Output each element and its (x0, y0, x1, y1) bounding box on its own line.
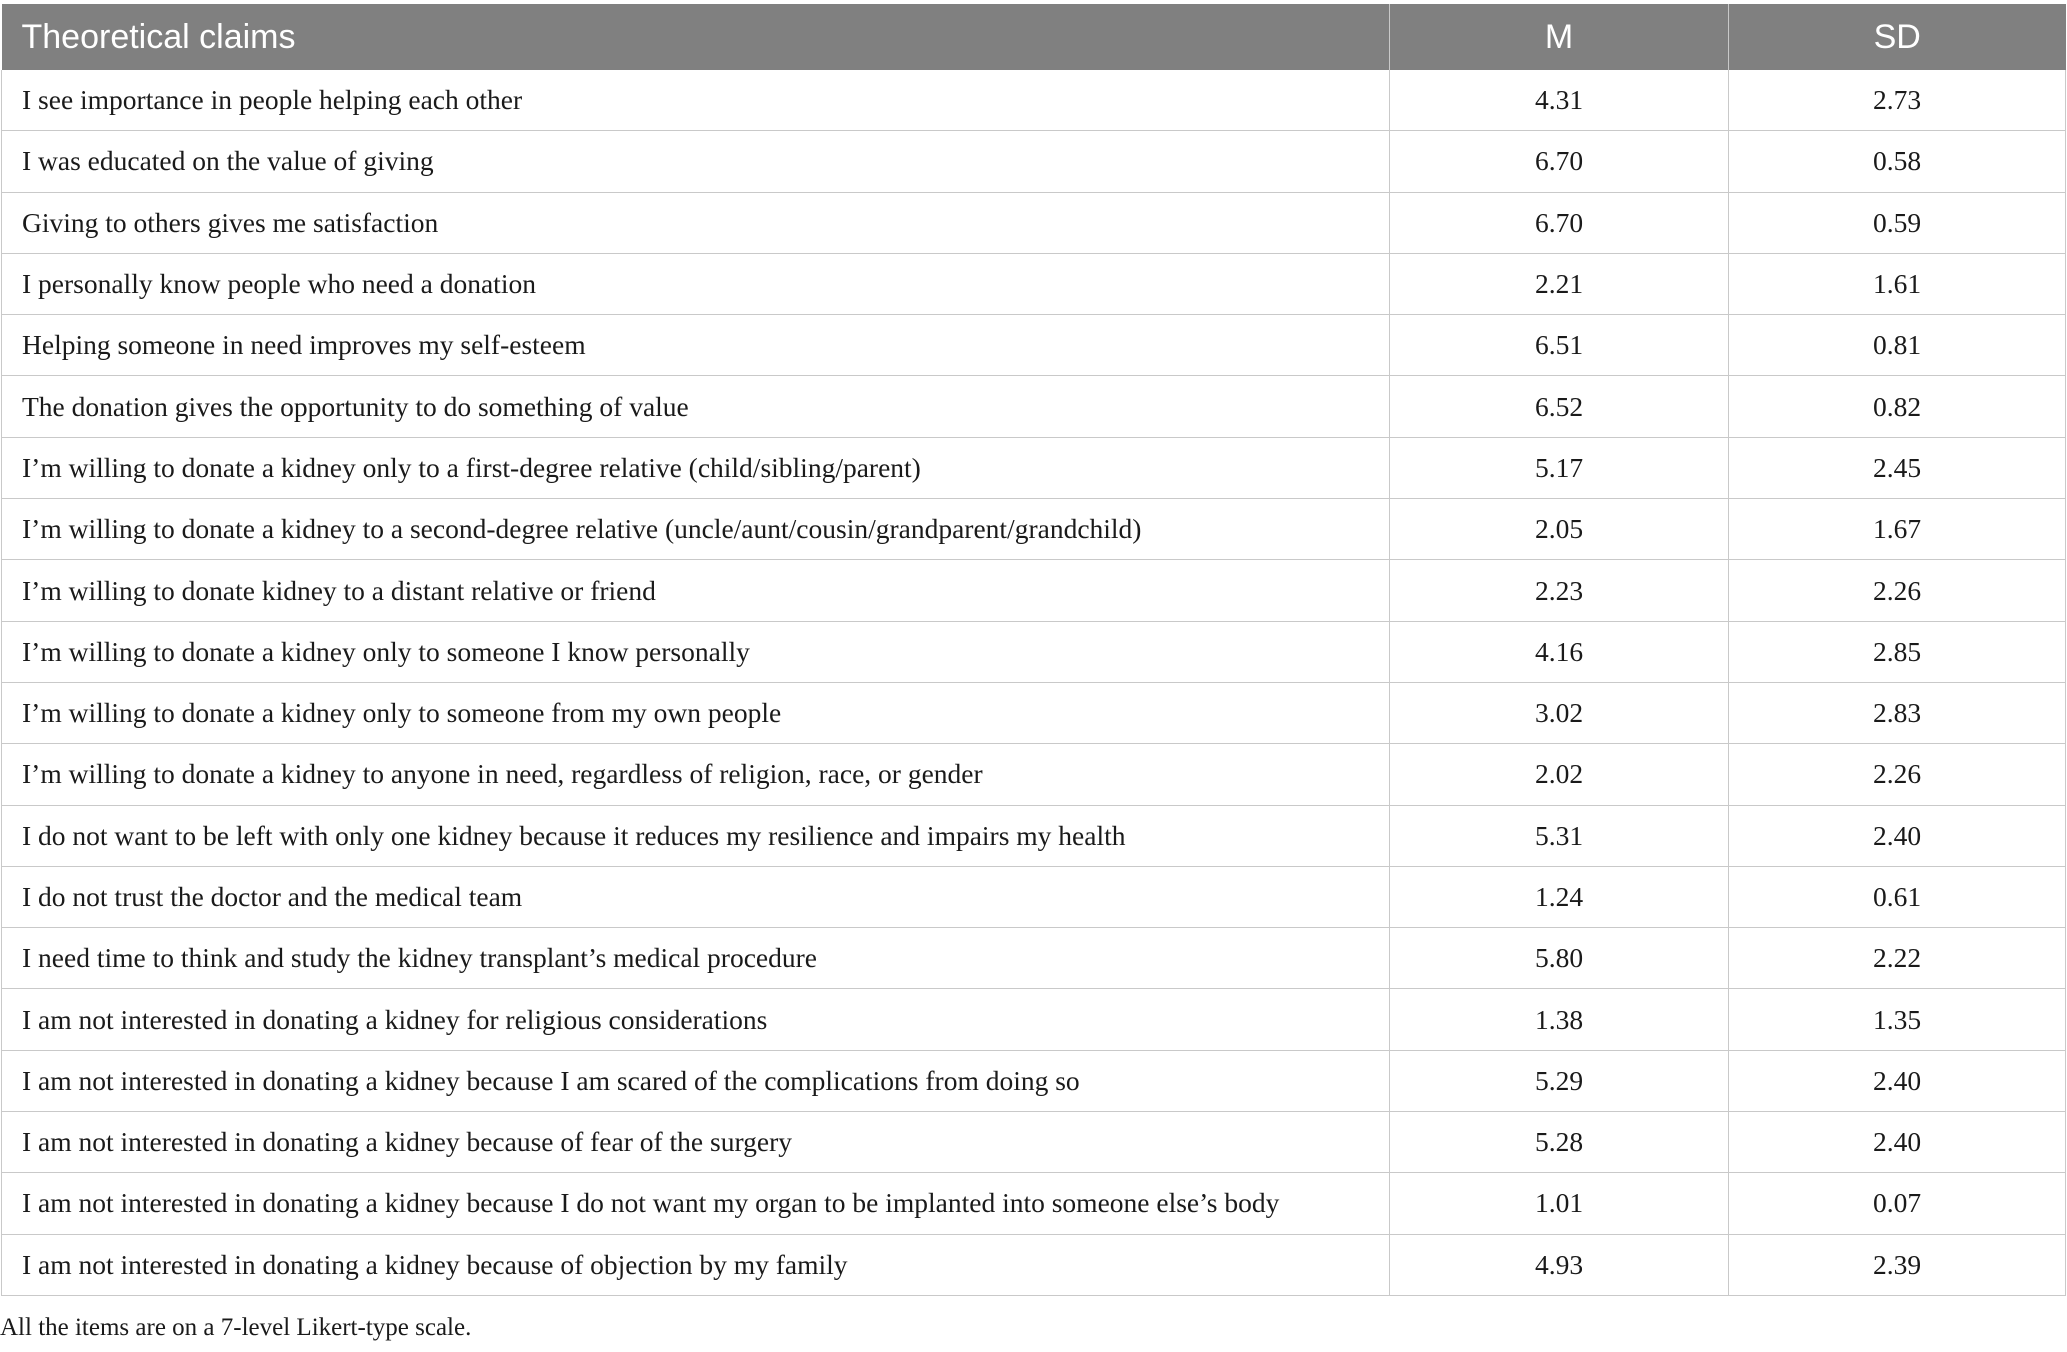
sd-cell: 2.39 (1729, 1234, 2066, 1295)
sd-cell: 2.40 (1729, 1050, 2066, 1111)
table-row (2, 70, 2066, 131)
table-row (2, 560, 2066, 621)
mean-cell: 6.70 (1390, 192, 1729, 253)
table-row (2, 1234, 2066, 1295)
mean-cell: 2.21 (1390, 253, 1729, 314)
claim-cell: I’m willing to donate a kidney only to a first-degree relative (child/sibling/parent) (2, 437, 1390, 498)
claim-cell: I need time to think and study the kidney transplant’s medical procedure (2, 928, 1390, 989)
mean-cell: 2.05 (1390, 499, 1729, 560)
table-row (2, 499, 2066, 560)
mean-cell: 5.31 (1390, 805, 1729, 866)
sd-cell: 1.67 (1729, 499, 2066, 560)
sd-cell: 2.26 (1729, 560, 2066, 621)
sd-cell: 2.73 (1729, 70, 2066, 131)
sd-cell: 0.07 (1729, 1173, 2066, 1234)
claim-cell: I personally know people who need a donation (2, 253, 1390, 314)
claim-cell: I’m willing to donate a kidney to anyone in need, regardless of religion, race, or gender (2, 744, 1390, 805)
mean-cell: 6.70 (1390, 131, 1729, 192)
table-row (2, 192, 2066, 253)
mean-cell: 1.24 (1390, 866, 1729, 927)
claim-cell: I’m willing to donate a kidney to a second-degree relative (uncle/aunt/cousin/grandparent/grandchild) (2, 499, 1390, 560)
sd-cell: 0.58 (1729, 131, 2066, 192)
header-row (2, 4, 2066, 70)
table-row (2, 253, 2066, 314)
mean-cell: 2.23 (1390, 560, 1729, 621)
sd-cell: 1.35 (1729, 989, 2066, 1050)
claim-cell: I do not trust the doctor and the medical team (2, 866, 1390, 927)
sd-cell: 0.59 (1729, 192, 2066, 253)
claim-cell: I am not interested in donating a kidney because of objection by my family (2, 1234, 1390, 1295)
sd-cell: 0.61 (1729, 866, 2066, 927)
sd-cell: 2.45 (1729, 437, 2066, 498)
mean-cell: 6.51 (1390, 315, 1729, 376)
table-row (2, 928, 2066, 989)
table-row (2, 989, 2066, 1050)
claims-table-container (1, 4, 2065, 1296)
header-mean: M (1390, 4, 1729, 70)
table-row (2, 1050, 2066, 1111)
claim-cell: Helping someone in need improves my self-esteem (2, 315, 1390, 376)
table-row (2, 1173, 2066, 1234)
claim-cell: I am not interested in donating a kidney because I am scared of the complications from doing so (2, 1050, 1390, 1111)
claim-cell: I’m willing to donate kidney to a distant relative or friend (2, 560, 1390, 621)
table-row (2, 315, 2066, 376)
table-row (2, 131, 2066, 192)
sd-cell: 1.61 (1729, 253, 2066, 314)
mean-cell: 5.29 (1390, 1050, 1729, 1111)
claim-cell: The donation gives the opportunity to do something of value (2, 376, 1390, 437)
table-row (2, 1112, 2066, 1173)
mean-cell: 4.93 (1390, 1234, 1729, 1295)
table-row (2, 437, 2066, 498)
sd-cell: 2.26 (1729, 744, 2066, 805)
mean-cell: 1.38 (1390, 989, 1729, 1050)
mean-cell: 5.17 (1390, 437, 1729, 498)
table-row (2, 805, 2066, 866)
mean-cell: 3.02 (1390, 682, 1729, 743)
table-row (2, 866, 2066, 927)
table-row (2, 621, 2066, 682)
mean-cell: 4.31 (1390, 70, 1729, 131)
mean-cell: 5.28 (1390, 1112, 1729, 1173)
header-sd: SD (1729, 4, 2066, 70)
mean-cell: 1.01 (1390, 1173, 1729, 1234)
table-row (2, 682, 2066, 743)
claim-cell: I am not interested in donating a kidney because of fear of the surgery (2, 1112, 1390, 1173)
mean-cell: 4.16 (1390, 621, 1729, 682)
table-body (2, 70, 2066, 1295)
claims-table (1, 4, 2066, 1296)
claim-cell: Giving to others gives me satisfaction (2, 192, 1390, 253)
claim-cell: I’m willing to donate a kidney only to someone from my own people (2, 682, 1390, 743)
table-row (2, 744, 2066, 805)
sd-cell: 2.40 (1729, 1112, 2066, 1173)
table-header (2, 4, 2066, 70)
sd-cell: 0.82 (1729, 376, 2066, 437)
sd-cell: 0.81 (1729, 315, 2066, 376)
header-theoretical-claims: Theoretical claims (2, 4, 1390, 70)
table-footnote: All the items are on a 7-level Likert-type scale. (0, 1314, 472, 1341)
claim-cell: I see importance in people helping each other (2, 70, 1390, 131)
mean-cell: 6.52 (1390, 376, 1729, 437)
mean-cell: 2.02 (1390, 744, 1729, 805)
sd-cell: 2.22 (1729, 928, 2066, 989)
table-row (2, 376, 2066, 437)
mean-cell: 5.80 (1390, 928, 1729, 989)
sd-cell: 2.40 (1729, 805, 2066, 866)
claim-cell: I am not interested in donating a kidney because I do not want my organ to be implanted into someone else’s body (2, 1173, 1390, 1234)
claim-cell: I was educated on the value of giving (2, 131, 1390, 192)
sd-cell: 2.85 (1729, 621, 2066, 682)
claim-cell: I do not want to be left with only one kidney because it reduces my resilience and impairs my health (2, 805, 1390, 866)
claim-cell: I’m willing to donate a kidney only to someone I know personally (2, 621, 1390, 682)
sd-cell: 2.83 (1729, 682, 2066, 743)
claim-cell: I am not interested in donating a kidney for religious considerations (2, 989, 1390, 1050)
